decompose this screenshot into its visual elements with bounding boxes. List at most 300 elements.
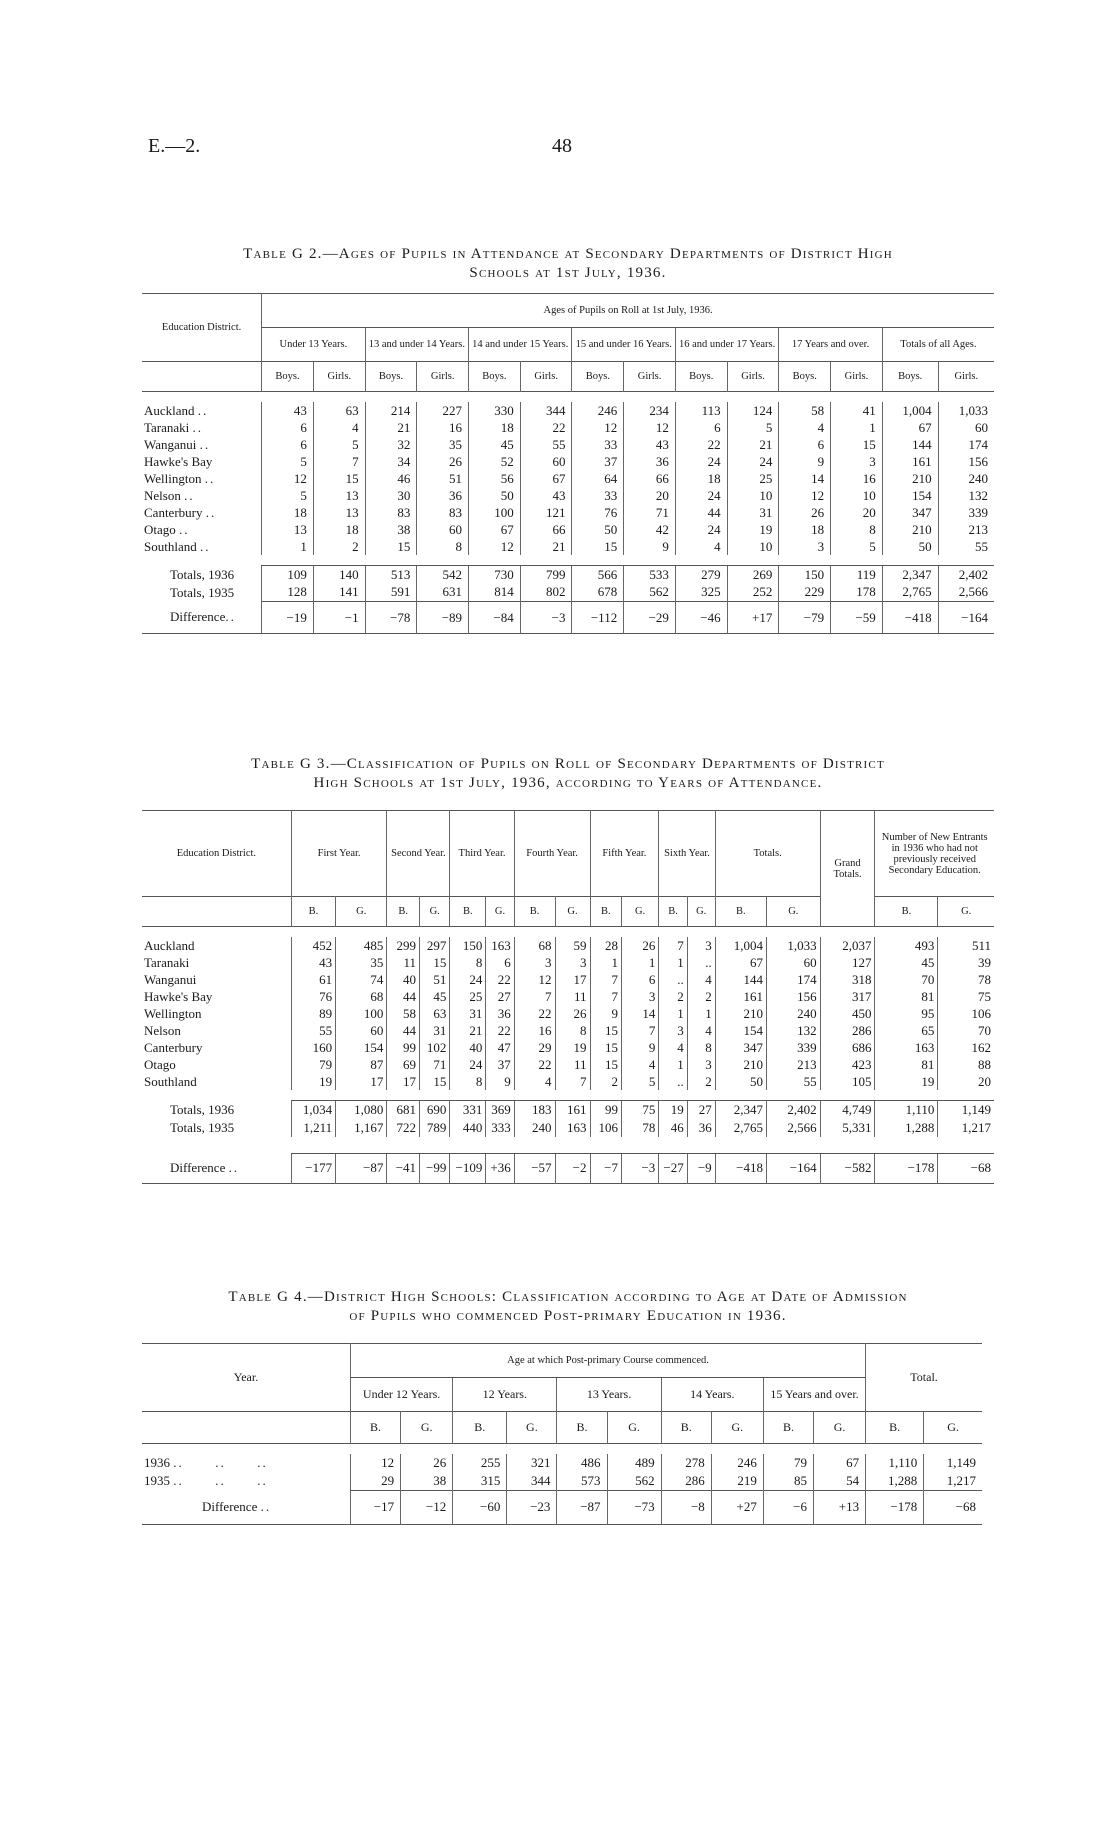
g3-sub-header-b: B. (715, 897, 766, 927)
g2-sub-header-girls: Girls. (520, 362, 572, 392)
g2-cell: 6 (262, 436, 314, 453)
g2-cell: 20 (831, 504, 883, 521)
g4-group-header: 15 Years and over. (763, 1378, 865, 1412)
g2-district-cell (142, 487, 262, 504)
g3-sub-header-b: B. (659, 897, 687, 927)
table-g3-title-line1: Table G 3.—Classification of Pupils on Roll of Secondary Departments of District (251, 756, 885, 772)
g3-cell: 76 (291, 988, 335, 1005)
g2-cell: 30 (365, 487, 417, 504)
g2-cell: 542 (417, 566, 469, 584)
g2-cell: 43 (624, 436, 676, 453)
g4-cell: 1,110 (866, 1454, 924, 1472)
g2-totals-row (142, 566, 994, 584)
table-g2 (142, 293, 994, 634)
g3-cell: 1,217 (938, 1119, 994, 1137)
g3-group-header: Fourth Year. (514, 811, 590, 897)
g3-cell: 240 (767, 1005, 821, 1022)
g4-sub-header-g: G. (814, 1412, 866, 1444)
g3-cell: 45 (875, 954, 938, 971)
g2-cell: 83 (417, 504, 469, 521)
g2-cell: 1,033 (938, 402, 994, 419)
g2-district-cell (142, 504, 262, 521)
g2-cell: +17 (727, 602, 779, 634)
g4-cell: 1,149 (924, 1454, 982, 1472)
g3-cell: −68 (938, 1153, 994, 1183)
g3-sub-header-b: B. (450, 897, 486, 927)
g2-cell: 13 (313, 504, 365, 521)
g2-cell: 10 (831, 487, 883, 504)
g2-sub-header-boys: Boys. (675, 362, 727, 392)
g4-cell: 219 (711, 1472, 763, 1490)
g3-cell: 78 (622, 1119, 659, 1137)
g2-cell: −19 (262, 602, 314, 634)
g2-cell: 178 (831, 584, 883, 602)
g2-cell: 344 (520, 402, 572, 419)
g4-group-header: Under 12 Years. (350, 1378, 452, 1412)
g3-sub-header-g: G. (622, 897, 659, 927)
g3-cell: 68 (514, 937, 555, 954)
g3-group-header: First Year. (291, 811, 387, 897)
g2-district-name: Otago (144, 521, 176, 537)
g3-cell: 369 (486, 1101, 514, 1119)
g2-group-header: Under 13 Years. (262, 328, 365, 362)
g2-cell: 10 (727, 538, 779, 555)
g2-cell: 19 (727, 521, 779, 538)
g2-cell: 22 (675, 436, 727, 453)
g3-cell: −178 (875, 1153, 938, 1183)
g2-cell: 26 (417, 453, 469, 470)
g3-cell: 69 (387, 1056, 420, 1073)
g3-cell: 722 (387, 1119, 420, 1137)
g2-cell: 12 (572, 419, 624, 436)
g2-cell: 50 (469, 487, 521, 504)
g3-cell: 161 (555, 1101, 590, 1119)
g2-cell: 9 (779, 453, 831, 470)
g2-cell: 631 (417, 584, 469, 602)
g2-cell: 6 (675, 419, 727, 436)
table-g4-title-line1: Table G 4.—District High Schools: Classification according to Age at Date of Admission (228, 1289, 908, 1305)
g2-cell: 31 (727, 504, 779, 521)
g3-cell: −3 (622, 1153, 659, 1183)
g3-cell: 22 (486, 1022, 514, 1039)
g3-cell: 1 (622, 954, 659, 971)
g2-cell: 2 (313, 538, 365, 555)
g3-cell: 43 (291, 954, 335, 971)
g2-cell: 150 (779, 566, 831, 584)
g3-sub-header-g: G. (486, 897, 514, 927)
g3-group-header: Second Year. (387, 811, 450, 897)
g2-district-cell (142, 470, 262, 487)
g3-cell: 339 (767, 1039, 821, 1056)
g2-cell: 246 (572, 402, 624, 419)
g3-district-cell (142, 937, 291, 954)
g2-cell: 66 (520, 521, 572, 538)
g3-cell: 144 (715, 971, 766, 988)
g2-cell: 144 (882, 436, 938, 453)
g3-cell: 2 (659, 988, 687, 1005)
g2-sub-header-boys: Boys. (365, 362, 417, 392)
g2-cell: 227 (417, 402, 469, 419)
g2-cell: 55 (520, 436, 572, 453)
g2-cell: 25 (727, 470, 779, 487)
g3-cell: 6 (622, 971, 659, 988)
g4-cell: −68 (924, 1490, 982, 1524)
g3-cell: 1 (590, 954, 621, 971)
g2-difference-label (142, 602, 262, 634)
g4-cell: 315 (453, 1472, 507, 1490)
g3-cell: 2,402 (767, 1101, 821, 1119)
g3-cell: −27 (659, 1153, 687, 1183)
g3-sub-header-b: B. (875, 897, 938, 927)
g4-leader-dots: .. .. .. (173, 1473, 268, 1488)
table-g4 (142, 1343, 982, 1525)
g2-cell: 121 (520, 504, 572, 521)
g3-cell: 60 (336, 1022, 387, 1039)
g3-difference-label (142, 1153, 291, 1183)
g3-district-cell (142, 954, 291, 971)
g3-cell: −177 (291, 1153, 335, 1183)
g3-cell: 1 (659, 1056, 687, 1073)
g2-cell: 12 (624, 419, 676, 436)
g2-cell: 113 (675, 402, 727, 419)
g2-cell: 730 (469, 566, 521, 584)
g4-cell: 54 (814, 1472, 866, 1490)
g2-table-row (142, 470, 994, 487)
g2-cell: 1 (262, 538, 314, 555)
g3-cell: 17 (336, 1073, 387, 1090)
g2-cell: 252 (727, 584, 779, 602)
g3-sub-header-g: G. (938, 897, 994, 927)
g2-cell: 1,004 (882, 402, 938, 419)
g3-group-header: Third Year. (450, 811, 514, 897)
g2-cell: 2,566 (938, 584, 994, 602)
g3-cell: 5,331 (820, 1119, 875, 1137)
g4-table-row (142, 1472, 982, 1490)
g3-district-cell (142, 1073, 291, 1090)
g3-cell: 63 (420, 1005, 450, 1022)
g2-table-row (142, 453, 994, 470)
g3-table-row (142, 1005, 994, 1022)
g2-cell: 20 (624, 487, 676, 504)
g2-district-cell (142, 402, 262, 419)
g3-cell: .. (659, 1073, 687, 1090)
g2-leader-dots: .. (184, 487, 195, 503)
g2-cell: 214 (365, 402, 417, 419)
g2-cell: 119 (831, 566, 883, 584)
g3-cell: 1 (659, 954, 687, 971)
g3-district-name: Nelson (144, 1022, 181, 1038)
g2-cell: 14 (779, 470, 831, 487)
table-g3-title (135, 755, 1001, 793)
g3-cell: 8 (555, 1022, 590, 1039)
g3-cell: 160 (291, 1039, 335, 1056)
g2-cell: 132 (938, 487, 994, 504)
g2-cell: −46 (675, 602, 727, 634)
g3-cell: 1,034 (291, 1101, 335, 1119)
g2-table-row (142, 436, 994, 453)
g2-cell: 67 (520, 470, 572, 487)
g2-cell: −164 (938, 602, 994, 634)
g3-cell: 3 (659, 1022, 687, 1039)
page-code: E.—2. (148, 135, 201, 157)
g2-cell: 16 (417, 419, 469, 436)
g4-cell: 255 (453, 1454, 507, 1472)
g2-cell: 43 (262, 402, 314, 419)
g2-cell: 24 (675, 487, 727, 504)
g2-cell: 60 (938, 419, 994, 436)
g3-sub-header-g: G. (420, 897, 450, 927)
g3-cell: 4 (514, 1073, 555, 1090)
g2-cell: 2,347 (882, 566, 938, 584)
g4-cell: 486 (557, 1454, 607, 1472)
g2-sub-header-girls: Girls. (417, 362, 469, 392)
g2-district-name: Nelson (144, 487, 181, 503)
g2-cell: 213 (938, 521, 994, 538)
g3-district-cell (142, 1039, 291, 1056)
g3-cell: 4 (687, 971, 715, 988)
g2-totals-label: Totals, 1935 (170, 584, 235, 600)
g3-cell: 22 (514, 1056, 555, 1073)
g3-cell: −2 (555, 1153, 590, 1183)
g2-cell: 234 (624, 402, 676, 419)
g3-district-name: Hawke's Bay (144, 988, 213, 1004)
g2-cell: 42 (624, 521, 676, 538)
g2-district-cell (142, 419, 262, 436)
g2-cell: 269 (727, 566, 779, 584)
g2-cell: 15 (365, 538, 417, 555)
g4-sub-header-b: B. (763, 1412, 813, 1444)
g4-cell: +27 (711, 1490, 763, 1524)
g2-district-name: Taranaki (144, 419, 190, 435)
g4-difference-row (142, 1490, 982, 1524)
g2-sub-header-girls: Girls. (727, 362, 779, 392)
g3-table-row (142, 1073, 994, 1090)
g4-cell: 12 (350, 1454, 400, 1472)
g2-cell: 5 (262, 453, 314, 470)
g2-cell: 325 (675, 584, 727, 602)
page-number: 48 (552, 135, 572, 157)
g2-cell: 64 (572, 470, 624, 487)
g3-cell: 16 (514, 1022, 555, 1039)
g2-cell: 161 (882, 453, 938, 470)
g3-district-cell (142, 988, 291, 1005)
g2-leader-dots: .. (197, 402, 209, 418)
g3-cell: 9 (590, 1005, 621, 1022)
g3-cell: 50 (715, 1073, 766, 1090)
g2-cell: 513 (365, 566, 417, 584)
g2-sub-header-girls: Girls. (938, 362, 994, 392)
table-g2-title-line2: Schools at 1st July, 1936. (469, 265, 667, 281)
g2-sub-header-boys: Boys. (779, 362, 831, 392)
g2-cell: 34 (365, 453, 417, 470)
g3-cell: 9 (486, 1073, 514, 1090)
g2-table-row (142, 504, 994, 521)
g4-cell: 79 (763, 1454, 813, 1472)
g2-leader-dots: .. (225, 609, 236, 625)
g3-cell: 19 (875, 1073, 938, 1090)
g3-cell: 7 (514, 988, 555, 1005)
g3-cell: 286 (820, 1022, 875, 1039)
g3-district-name: Otago (144, 1056, 176, 1072)
g3-cell: 156 (767, 988, 821, 1005)
g3-cell: 26 (622, 937, 659, 954)
g3-cell: 31 (420, 1022, 450, 1039)
g4-cell: 278 (661, 1454, 711, 1472)
g2-district-cell (142, 538, 262, 555)
g4-stub-header: Year. (233, 1370, 259, 1384)
g2-cell: 24 (675, 453, 727, 470)
g3-cell: 27 (687, 1101, 715, 1119)
g3-cell: 14 (622, 1005, 659, 1022)
g2-table-row (142, 487, 994, 504)
table-g4-title-line2: of Pupils who commenced Post-primary Education in 1936. (349, 1308, 787, 1324)
g2-cell: 128 (262, 584, 314, 602)
g2-sub-header-boys: Boys. (882, 362, 938, 392)
g2-cell: 124 (727, 402, 779, 419)
g2-cell: 13 (262, 521, 314, 538)
g3-leader-dots: .. (228, 1159, 240, 1175)
g3-cell: 75 (622, 1101, 659, 1119)
g3-sub-header-b: B. (590, 897, 621, 927)
g3-cell: 210 (715, 1056, 766, 1073)
g3-cell: 70 (875, 971, 938, 988)
g2-cell: 44 (675, 504, 727, 521)
g3-district-cell (142, 971, 291, 988)
g3-cell: 452 (291, 937, 335, 954)
g3-cell: 1,004 (715, 937, 766, 954)
g2-cell: 4 (779, 419, 831, 436)
g2-cell: 10 (727, 487, 779, 504)
g3-cell: +36 (486, 1153, 514, 1183)
g2-cell: 5 (727, 419, 779, 436)
g3-cell: 87 (336, 1056, 387, 1073)
g3-cell: 2 (687, 988, 715, 1005)
g2-cell: 21 (727, 436, 779, 453)
g2-cell: 41 (831, 402, 883, 419)
g2-cell: 76 (572, 504, 624, 521)
g2-cell: −3 (520, 602, 572, 634)
g3-cell: 81 (875, 1056, 938, 1073)
g3-group-header: Sixth Year. (659, 811, 715, 897)
g3-sub-header-g: G. (336, 897, 387, 927)
g3-cell: 79 (291, 1056, 335, 1073)
table-g3-title-line2: High Schools at 1st July, 1936, according to Years of Attendance. (313, 775, 823, 791)
g3-district-name: Auckland (144, 937, 195, 953)
g3-cell: 3 (687, 1056, 715, 1073)
g3-stub-header: Education District. (176, 848, 257, 859)
g4-sub-header-g: G. (507, 1412, 557, 1444)
g2-cell: 18 (262, 504, 314, 521)
g2-leader-dots: .. (199, 436, 211, 452)
g2-cell: 55 (938, 538, 994, 555)
g2-cell: 83 (365, 504, 417, 521)
g2-cell: 22 (520, 419, 572, 436)
g2-cell: 15 (313, 470, 365, 487)
g4-year-label: 1936 (144, 1455, 170, 1470)
g3-cell: 31 (450, 1005, 486, 1022)
g2-span-header: Ages of Pupils on Roll at 1st July, 1936. (262, 294, 994, 328)
g3-cell: 22 (514, 1005, 555, 1022)
g3-cell: 162 (938, 1039, 994, 1056)
g2-cell: 156 (938, 453, 994, 470)
g3-cell: 213 (767, 1056, 821, 1073)
g2-cell: 562 (624, 584, 676, 602)
g3-cell: 163 (555, 1119, 590, 1137)
g3-cell: 40 (387, 971, 420, 988)
g3-cell: −57 (514, 1153, 555, 1183)
g3-cell: 317 (820, 988, 875, 1005)
g2-cell: 60 (520, 453, 572, 470)
g3-cell: 20 (938, 1073, 994, 1090)
g2-cell: 18 (469, 419, 521, 436)
g2-cell: −59 (831, 602, 883, 634)
g2-cell: 56 (469, 470, 521, 487)
g2-cell: −418 (882, 602, 938, 634)
g3-cell: 183 (514, 1101, 555, 1119)
g3-cell: 4 (622, 1056, 659, 1073)
g2-cell: 46 (365, 470, 417, 487)
g3-cell: 19 (659, 1101, 687, 1119)
table-g2-title (135, 245, 1001, 283)
g3-cell: 24 (450, 971, 486, 988)
g2-table-row (142, 419, 994, 436)
g3-cell: 99 (590, 1101, 621, 1119)
g3-cell: 4,749 (820, 1101, 875, 1119)
g3-cell: 2,347 (715, 1101, 766, 1119)
g2-cell: 50 (572, 521, 624, 538)
g2-district-cell (142, 436, 262, 453)
g2-cell: 18 (779, 521, 831, 538)
g3-cell: 74 (336, 971, 387, 988)
g4-difference-text: Difference (202, 1498, 258, 1514)
g3-cell: 681 (387, 1101, 420, 1119)
g2-cell: 4 (313, 419, 365, 436)
g4-cell: 344 (507, 1472, 557, 1490)
g4-cell: −60 (453, 1490, 507, 1524)
g2-cell: 3 (779, 538, 831, 555)
g2-cell: −29 (624, 602, 676, 634)
table-g2-title-line1: Table G 2.—Ages of Pupils in Attendance at Secondary Departments of District High (243, 246, 893, 262)
g3-cell: 17 (387, 1073, 420, 1090)
g3-sub-header-g: G. (555, 897, 590, 927)
g2-cell: 33 (572, 487, 624, 504)
g3-cell: 686 (820, 1039, 875, 1056)
g4-sub-header-g: G. (401, 1412, 453, 1444)
g3-cell: 7 (590, 988, 621, 1005)
g3-cell: 2,566 (767, 1119, 821, 1137)
g3-sub-header-b: B. (514, 897, 555, 927)
g2-cell: 38 (365, 521, 417, 538)
g3-cell: 240 (514, 1119, 555, 1137)
g2-cell: −79 (779, 602, 831, 634)
g2-cell: 63 (313, 402, 365, 419)
g2-cell: 814 (469, 584, 521, 602)
g3-district-cell (142, 1022, 291, 1039)
g4-cell: −87 (557, 1490, 607, 1524)
g4-cell: −178 (866, 1490, 924, 1524)
g3-cell: 4 (687, 1022, 715, 1039)
g3-cell: 44 (387, 1022, 420, 1039)
g2-cell: 533 (624, 566, 676, 584)
g3-cell: 3 (687, 937, 715, 954)
g3-table-row (142, 1056, 994, 1073)
g3-totals-row (142, 1119, 994, 1137)
g4-cell: −17 (350, 1490, 400, 1524)
g3-difference-text: Difference (170, 1159, 226, 1175)
g3-cell: −7 (590, 1153, 621, 1183)
g2-cell: 50 (882, 538, 938, 555)
g3-cell: 68 (336, 988, 387, 1005)
